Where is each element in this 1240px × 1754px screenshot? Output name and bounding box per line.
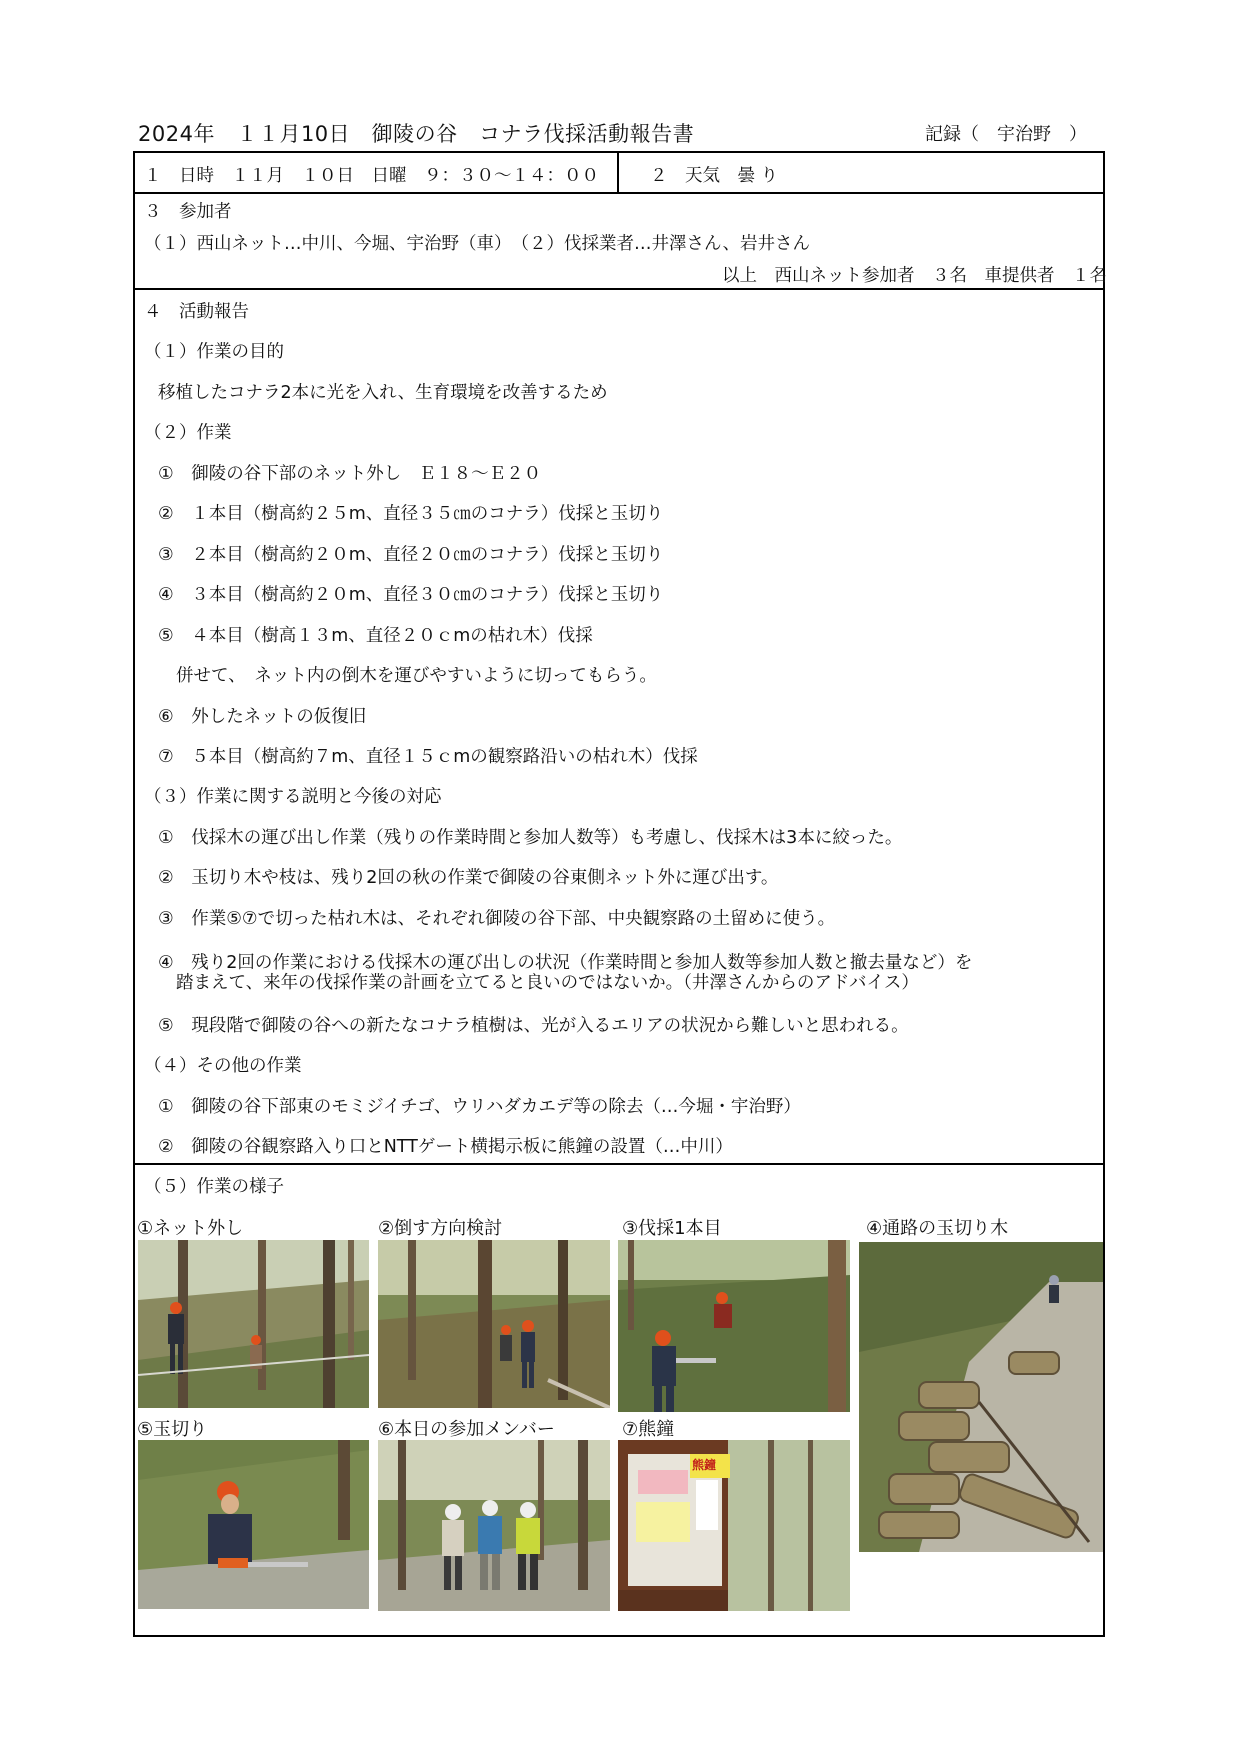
explain-item: ④ 残り2回の作業における伐採木の運び出しの状況（作業時間と参加人数等参加人数と撤去量など）を	[158, 953, 973, 973]
explain-item-continued: 踏まえて、来年の伐採作業の計画を立てると良いのではないか。（井澤さんからのアドバイス）	[176, 973, 919, 993]
photo-direction-check	[378, 1240, 610, 1408]
photo-caption-2: ②倒す方向検討	[378, 1218, 503, 1239]
work-item: ④ ３本目（樹高約２０m、直径３０㎝のコナラ）伐採と玉切り	[158, 585, 664, 605]
other-item: ② 御陵の谷観察路入り口とNTTゲート横掲示板に熊鐘の設置（…中川）	[158, 1137, 733, 1157]
divider-participants	[133, 288, 1105, 290]
other-item: ① 御陵の谷下部東のモミジイチゴ、ウリハダカエデ等の除去（…今堀・宇治野）	[158, 1097, 801, 1117]
explain-item: ⑤ 現段階で御陵の谷への新たなコナラ植樹は、光が入るエリアの状況から難しいと思われる。	[158, 1016, 909, 1036]
participants-heading: ３ 参加者	[144, 202, 232, 222]
photo-caption-6: ⑥本日の参加メンバー	[378, 1419, 555, 1440]
work-item: ⑦ ５本目（樹高約７m、直径１５ｃmの観察路沿いの枯れ木）伐採	[158, 747, 698, 767]
other-heading: （４）その他の作業	[144, 1056, 302, 1076]
photo-caption-7: ⑦熊鐘	[622, 1419, 675, 1440]
weather-field: ２ 天気 曇 り	[650, 166, 779, 186]
purpose-text: 移植したコナラ2本に光を入れ、生育環境を改善するため	[158, 383, 608, 403]
photo-caption-4: ④通路の玉切り木	[866, 1218, 1009, 1239]
purpose-heading: （１）作業の目的	[144, 342, 284, 362]
photo-net-removal	[138, 1240, 369, 1408]
work-item: ⑥ 外したネットの仮復旧	[158, 707, 367, 727]
participants-line: （１）西山ネット…中川、今堀、宇治野（車） （２）伐採業者…井澤さん、岩井さん	[144, 234, 811, 254]
photos-heading: （５）作業の様子	[144, 1177, 284, 1197]
work-item: ① 御陵の谷下部のネット外し Ｅ１８～Ｅ２０	[158, 464, 542, 484]
photo-bear-bell	[618, 1440, 850, 1611]
explain-item: ② 玉切り木や枝は、残り2回の秋の作業で御陵の谷東側ネット外に運び出す。	[158, 868, 779, 888]
photo-caption-1: ①ネット外し	[137, 1218, 244, 1239]
photo-caption-5: ⑤玉切り	[137, 1419, 208, 1440]
participants-summary: 以上 西山ネット参加者 ３名 車提供者 １名	[722, 266, 1107, 286]
recorder-label: 記録（ 宇治野 ）	[925, 124, 1087, 145]
document-title: 2024年 １１月10日 御陵の谷 コナラ伐採活動報告書	[138, 122, 695, 146]
photo-first-felling	[618, 1240, 850, 1412]
explain-item: ① 伐採木の運び出し作業（残りの作業時間と参加人数等）も考慮し、伐採木は3本に絞った。	[158, 828, 903, 848]
datetime-field: １ 日時 １１月 １０日 日曜 ９：３０～１４：００	[144, 166, 599, 186]
divider-weather	[617, 151, 619, 193]
explain-heading: （３）作業に関する説明と今後の対応	[144, 787, 442, 807]
work-heading: （２）作業	[144, 423, 232, 443]
report-heading: ４ 活動報告	[144, 302, 249, 322]
photo-members	[378, 1440, 610, 1611]
photo-caption-3: ③伐採1本目	[622, 1218, 722, 1239]
divider-row1	[133, 192, 1105, 194]
explain-item: ③ 作業⑤⑦で切った枯れ木は、それぞれ御陵の谷下部、中央観察路の土留めに使う。	[158, 909, 836, 929]
photo-path-logs	[859, 1242, 1103, 1552]
work-item: ⑤ ４本目（樹高１３m、直径２０ｃmの枯れ木）伐採	[158, 626, 593, 646]
divider-photos	[133, 1163, 1105, 1165]
bear-bell-sign: 熊鐘	[692, 1458, 717, 1472]
work-item: ② １本目（樹高約２５m、直径３５㎝のコナラ）伐採と玉切り	[158, 504, 664, 524]
work-item: ③ ２本目（樹高約２０m、直径２０㎝のコナラ）伐採と玉切り	[158, 545, 664, 565]
work-item-note: 併せて、 ネット内の倒木を運びやすいように切ってもらう。	[176, 666, 657, 686]
photo-cross-cutting	[138, 1440, 369, 1609]
